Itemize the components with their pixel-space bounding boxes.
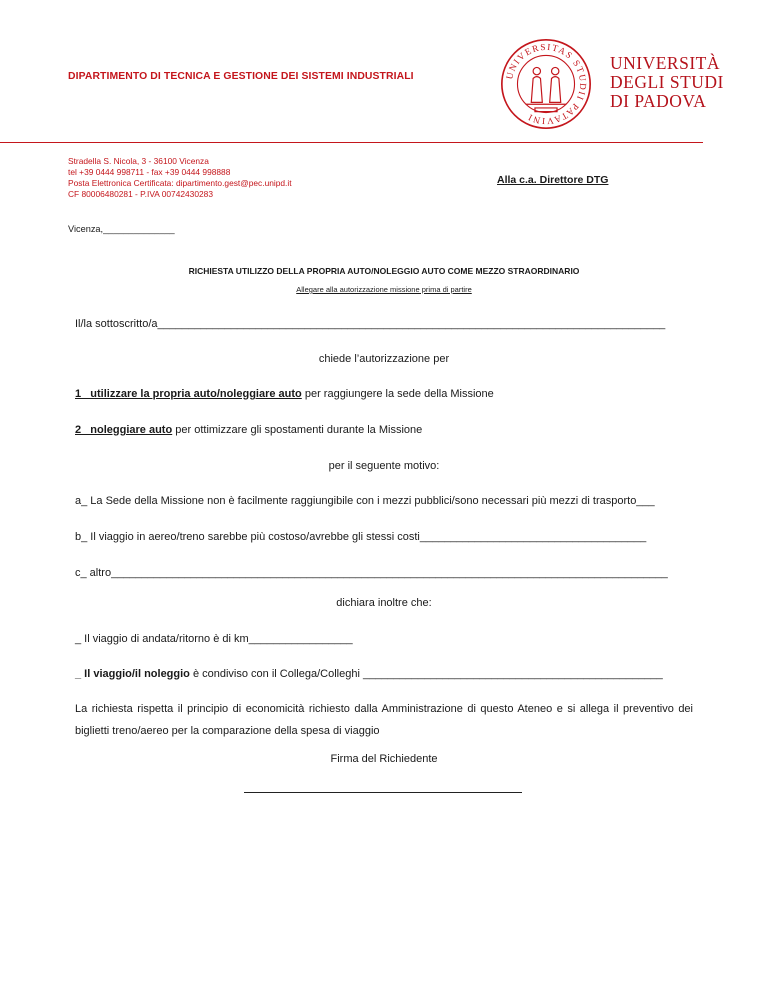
address-line-3: Posta Elettronica Certificata: dipartimento.gest@pec.unipd.it (68, 178, 292, 188)
undersigned-field[interactable]: Il/la sottoscritto/a___________________________________________________________________________________ (75, 318, 666, 330)
declaration-shared-bold: _ Il viaggio/il noleggio (75, 668, 190, 680)
address-block (68, 156, 292, 200)
option-2-bold: 2_ noleggiare auto (75, 424, 173, 436)
option-1-bold: 1_ utilizzare la propria auto/noleggiare auto (75, 388, 302, 400)
request-line: chiede l’autorizzazione per (318, 353, 450, 365)
signature-line[interactable] (244, 792, 522, 793)
option-1-text: per raggiungere la sede della Missione (301, 388, 494, 400)
university-name (610, 54, 724, 111)
declares-heading: dichiara inoltre che: (336, 597, 432, 609)
reason-c[interactable]: c_ altro___________________________________________________________________________________________ (75, 567, 668, 579)
option-2-text: per ottimizzare gli spostamenti durante la Missione (172, 424, 423, 436)
reason-heading: per il seguente motivo: (328, 460, 440, 472)
department-name: DIPARTIMENTO DI TECNICA E GESTIONE DEI SISTEMI INDUSTRIALI (68, 71, 414, 82)
statement-paragraph: La richiesta rispetta il principio di economicità richiesto dalla Amministrazione di questo Ateneo e si allega il preventivo dei biglietti treno/aereo per la comparazione della spesa di viaggio (75, 703, 693, 737)
reason-b[interactable]: b_ Il viaggio in aereo/treno sarebbe più costoso/avrebbe gli stessi costi_____________________________________ (75, 531, 647, 543)
declaration-shared[interactable] (75, 668, 663, 680)
declaration-km[interactable]: _ Il viaggio di andata/ritorno è di km_________________ (75, 633, 353, 645)
reason-a[interactable]: a_ La Sede della Missione non è facilmente raggiungibile con i mezzi pubblici/sono necessari più mezzi di trasporto___ (75, 495, 655, 507)
document-title: RICHIESTA UTILIZZO DELLA PROPRIA AUTO/NOLEGGIO AUTO COME MEZZO STRAORDINARIO (188, 266, 580, 276)
option-2 (75, 424, 422, 436)
university-line-1: UNIVERSITÀ (610, 53, 720, 73)
place-date-field[interactable]: Vicenza,______________ (68, 224, 175, 234)
university-line-2: DEGLI STUDI (610, 72, 724, 92)
university-seal (500, 38, 592, 130)
address-line-4: CF 80006480281 - P.IVA 00742430283 (68, 189, 213, 199)
seal-text: UNIVERSITAS STUDII PATAVINI (504, 41, 589, 127)
header-divider (0, 142, 703, 143)
svg-text:UNIVERSITAS STUDII PATAVINI (504, 42, 588, 126)
address-line-1: Stradella S. Nicola, 3 - 36100 Vicenza (68, 156, 209, 166)
option-1 (75, 388, 494, 400)
declaration-shared-text: è condiviso con il Collega/Colleghi _________________________________________________ (189, 668, 663, 680)
signature-label: Firma del Richiedente (330, 753, 438, 765)
university-line-3: DI PADOVA (610, 91, 707, 111)
document-subtitle: Allegare alla autorizzazione missione prima di partire (296, 285, 472, 294)
recipient: Alla c.a. Direttore DTG (497, 174, 609, 186)
address-line-2: tel +39 0444 998711 - fax +39 0444 998888 (68, 167, 231, 177)
